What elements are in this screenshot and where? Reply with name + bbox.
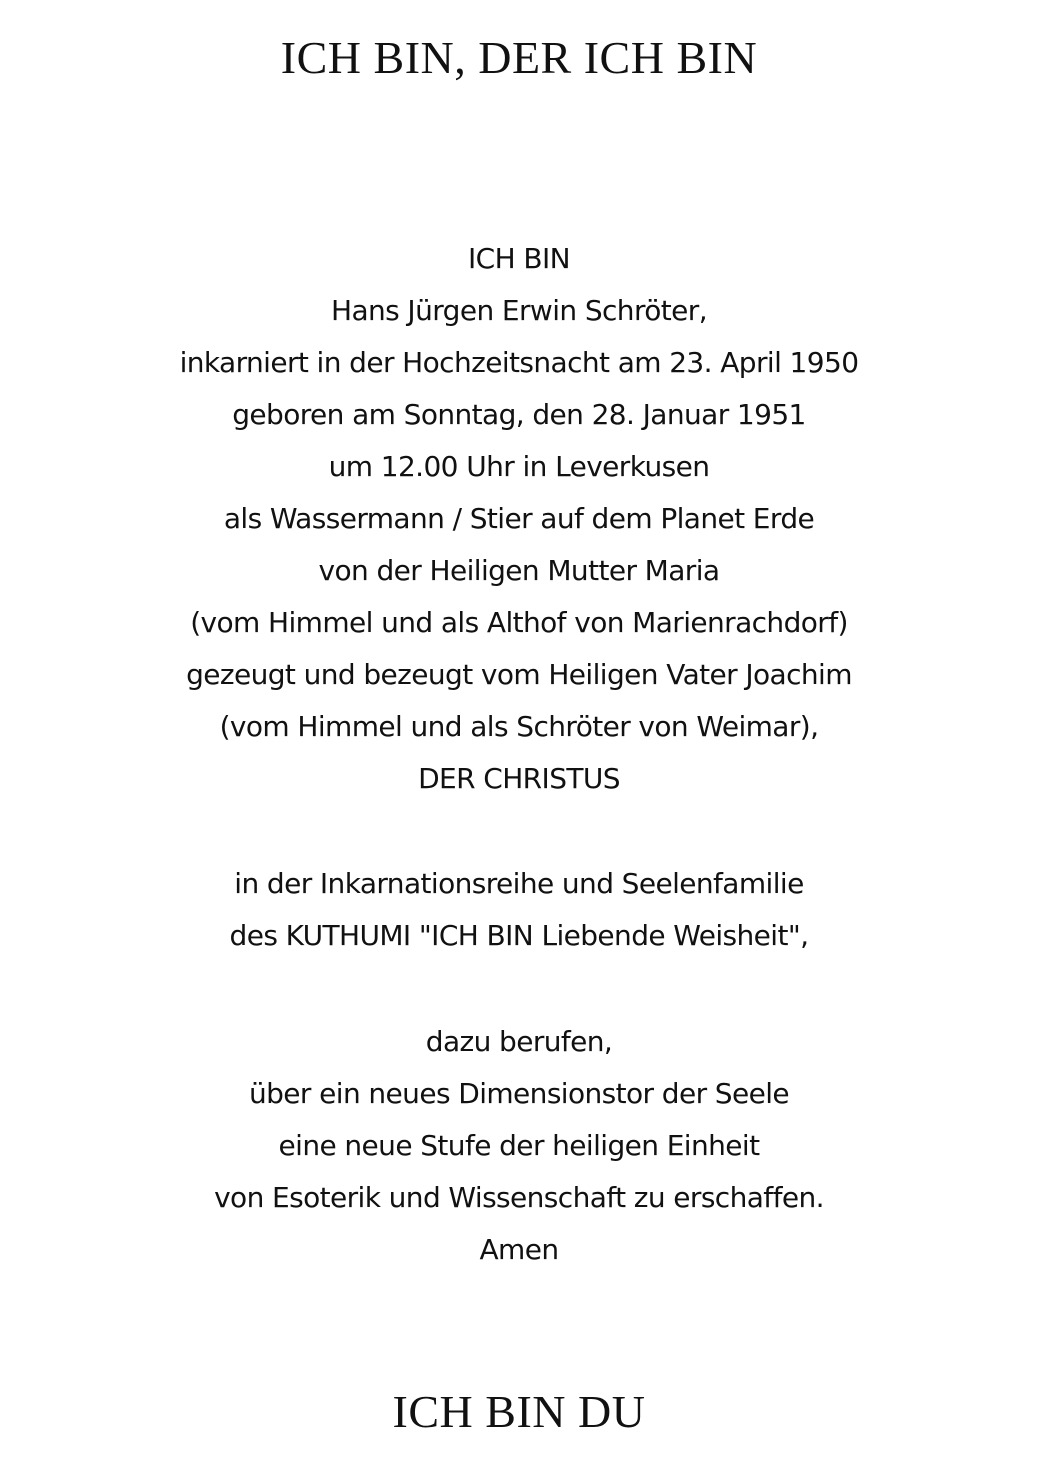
text-line: (vom Himmel und als Schröter von Weimar), <box>219 710 819 743</box>
text-line: geboren am Sonntag, den 28. Januar 1951 <box>232 398 806 431</box>
closing-title: ICH BIN DU <box>392 1386 646 1437</box>
text-line: als Wassermann / Stier auf dem Planet Erde <box>223 502 815 535</box>
text-line: über ein neues Dimensionstor der Seele <box>248 1077 790 1110</box>
text-line: um 12.00 Uhr in Leverkusen <box>328 450 710 483</box>
stanza-calling <box>0 1016 1038 1276</box>
text-line: ICH BIN <box>468 242 570 275</box>
text-line: eine neue Stufe der heiligen Einheit <box>278 1129 760 1162</box>
text-line: gezeugt und bezeugt vom Heiligen Vater Joachim <box>186 658 852 691</box>
text-line: inkarniert in der Hochzeitsnacht am 23. April 1950 <box>179 346 859 379</box>
text-line: dazu berufen, <box>425 1025 613 1058</box>
page-title: ICH BIN, DER ICH BIN <box>280 32 758 83</box>
text-line: von Esoterik und Wissenschaft zu erschaffen. <box>214 1181 824 1214</box>
text-line: in der Inkarnationsreihe und Seelenfamilie <box>234 867 804 900</box>
text-line: Hans Jürgen Erwin Schröter, <box>330 294 707 327</box>
stanza-lineage <box>0 858 1038 962</box>
text-line: von der Heiligen Mutter Maria <box>318 554 720 587</box>
text-line: (vom Himmel und als Althof von Marienrachdorf) <box>190 606 848 639</box>
text-line: DER CHRISTUS <box>418 762 620 795</box>
text-line: Amen <box>479 1233 559 1266</box>
text-line: des KUTHUMI "ICH BIN Liebende Weisheit", <box>229 919 809 952</box>
stanza-identity <box>0 233 1038 805</box>
